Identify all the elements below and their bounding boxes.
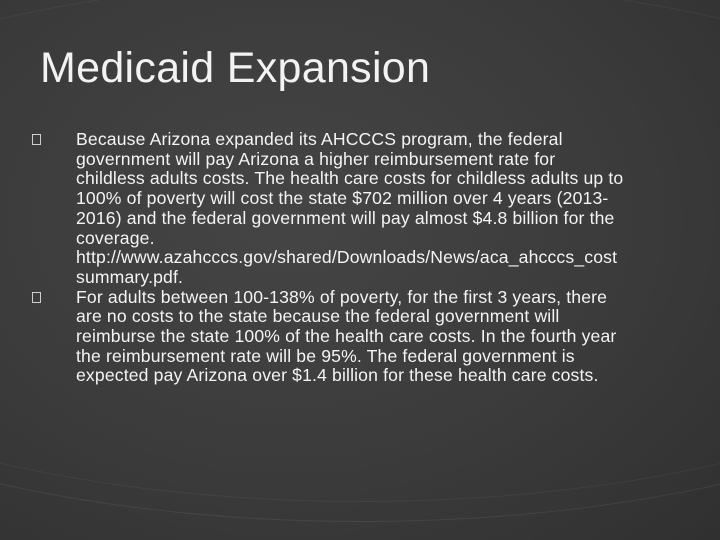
square-bullet-icon [32, 292, 41, 303]
bullet-item [76, 130, 624, 288]
slide-title: Medicaid Expansion [40, 44, 431, 92]
bullet-item [76, 288, 624, 387]
bullet-text: Because Arizona expanded its AHCCCS program, the federal government will pay Arizona a higher reimbursement rate for childless adults costs. The health care costs for childless adults up to 100% of poverty will cost the state $702 million over 4 years (2013-2016) and the federal government will pay almost $4.8 billion for the coverage. http://www.azahcccs.gov/shared/Downloads/News/aca_ahcccs_costsummary.pdf. [76, 129, 624, 287]
square-bullet-icon [32, 134, 41, 145]
bullet-list [76, 130, 624, 386]
bullet-text: For adults between 100-138% of poverty, for the first 3 years, there are no costs to the state because the federal government will reimburse the state 100% of the health care costs. In the fourth year the reimbursement rate will be 95%. The federal government is expected pay Arizona over $1.4 billion for these health care costs. [76, 286, 617, 386]
